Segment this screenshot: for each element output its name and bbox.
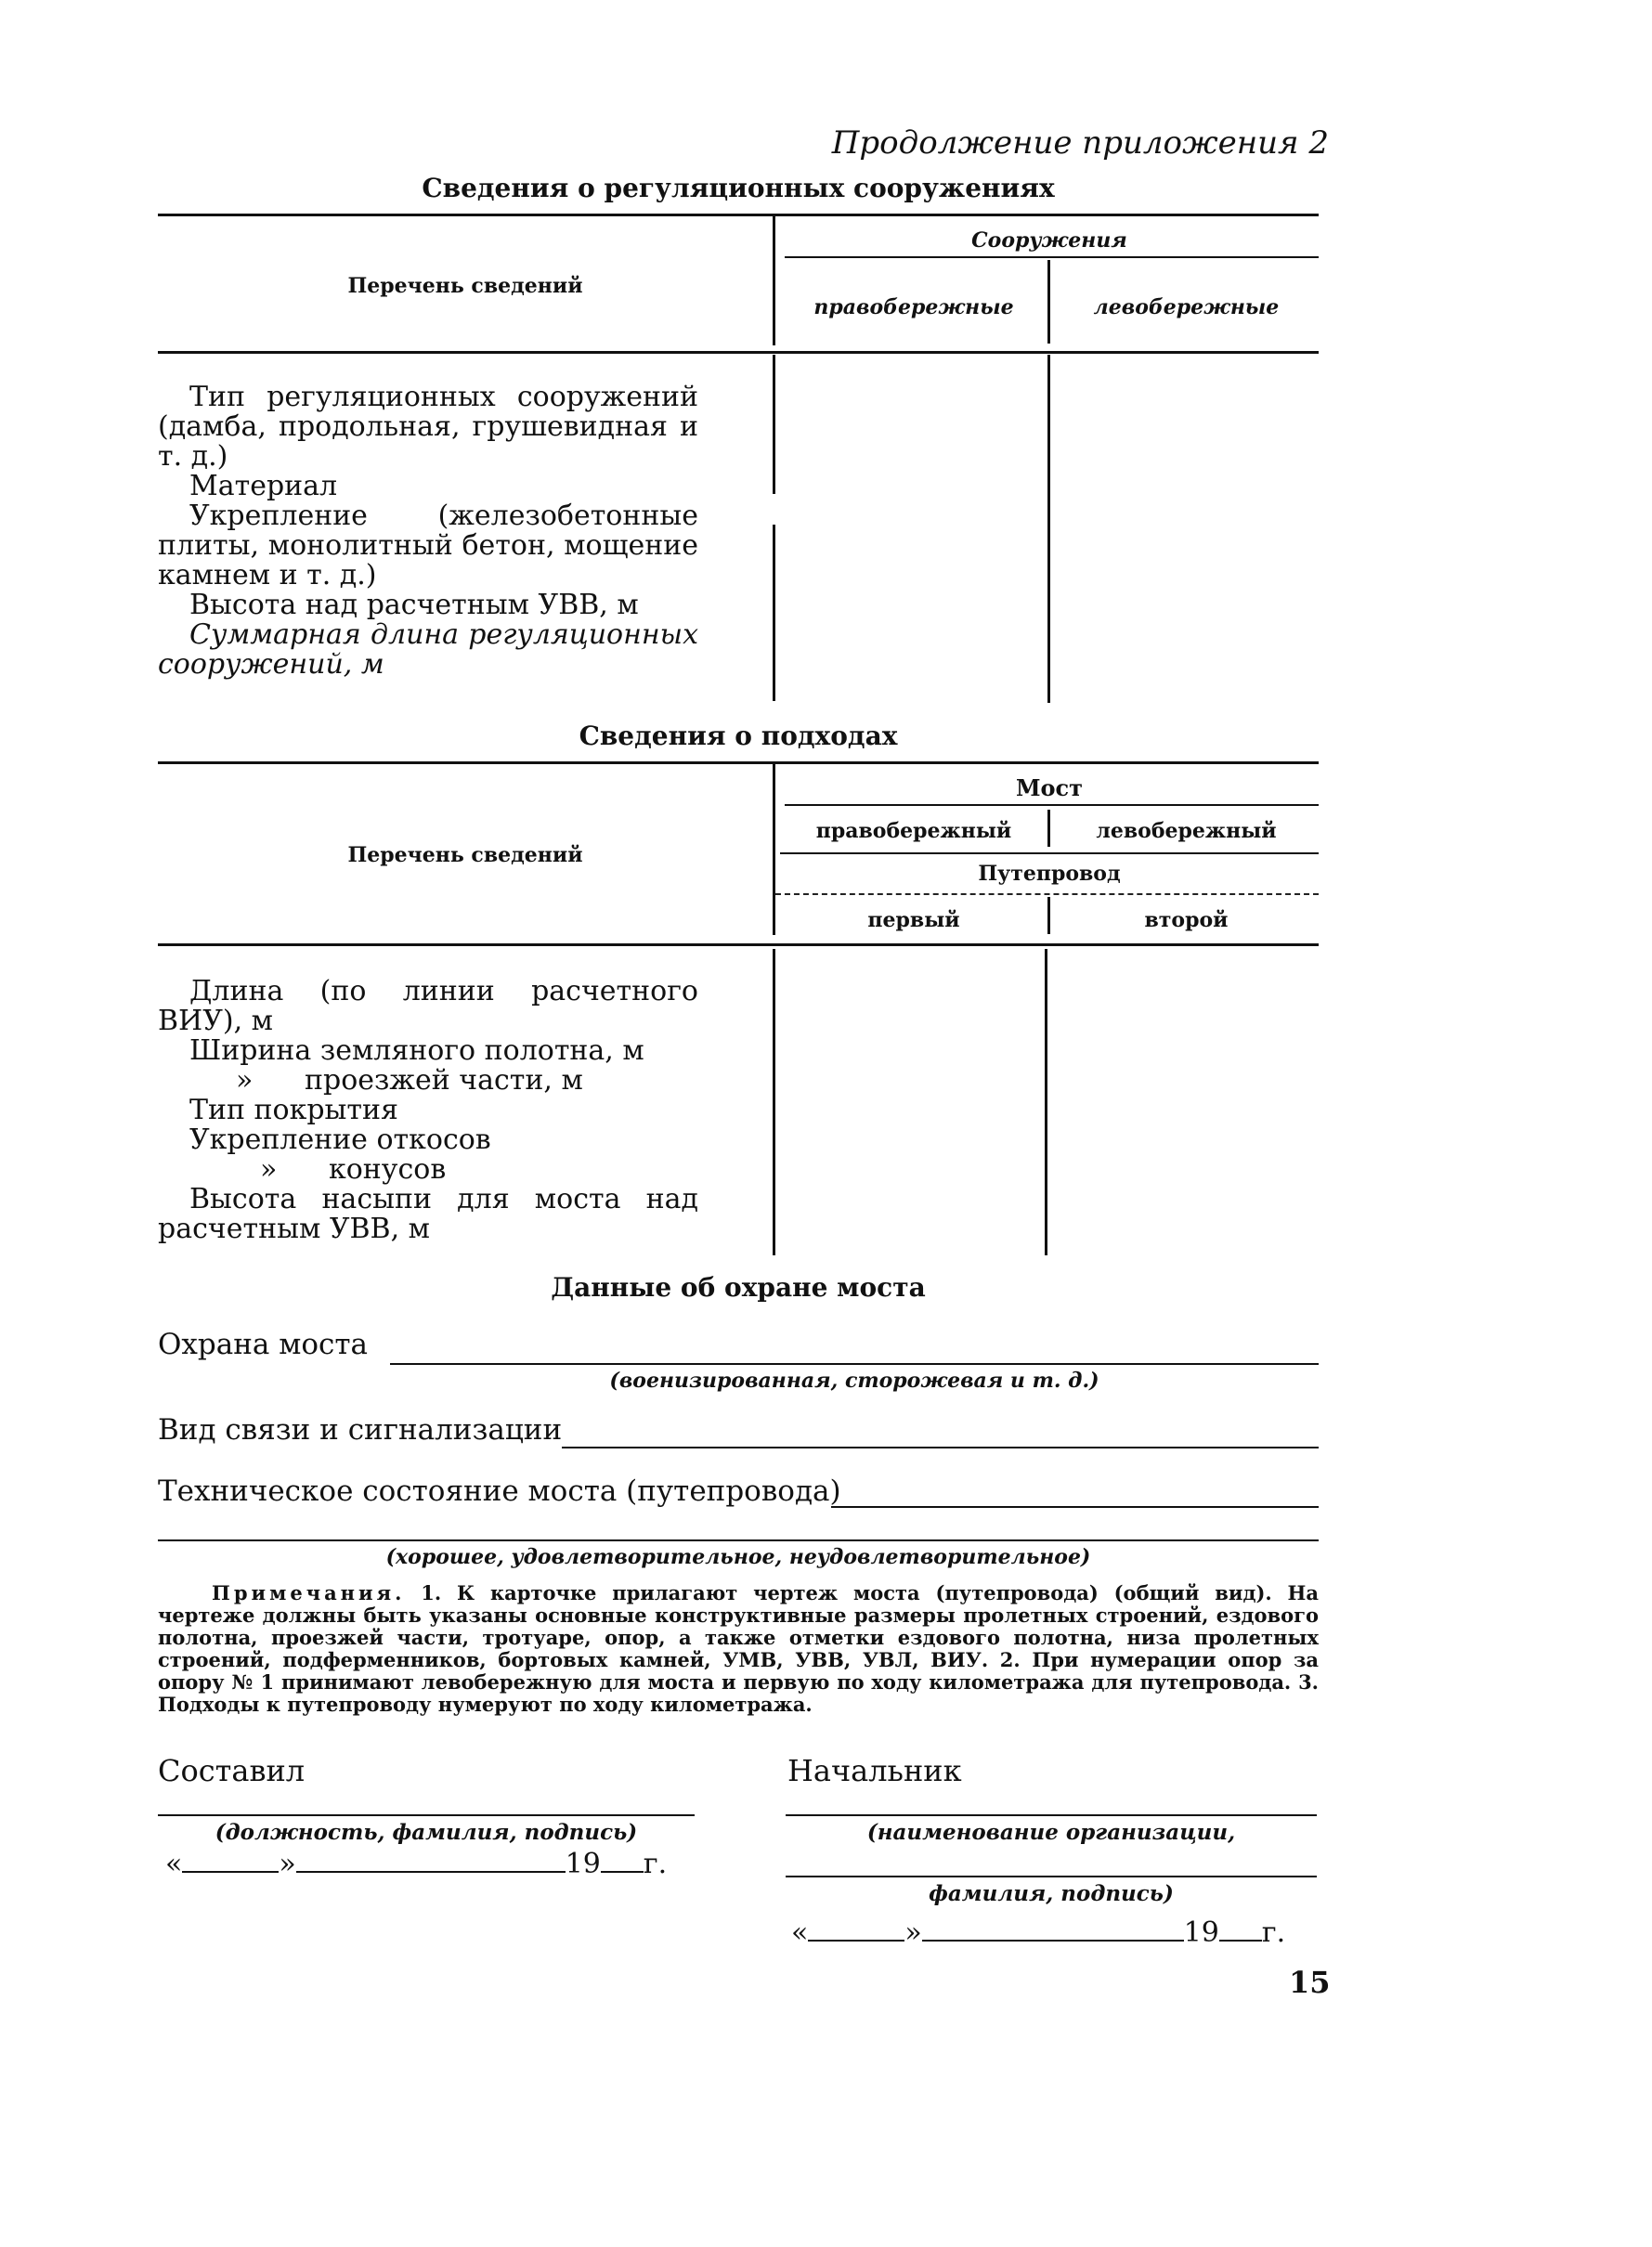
regulation-section-title: Сведения о регуляционных сооружениях xyxy=(422,173,1055,203)
approaches-col-first: первый xyxy=(867,908,960,932)
approaches-overpass-subdivider xyxy=(1047,897,1050,934)
date-year: 19 xyxy=(565,1848,601,1880)
date-quote-open: « xyxy=(165,1848,183,1880)
regulation-header-divider xyxy=(773,215,775,345)
approaches-row-cones xyxy=(158,1155,698,1185)
notes-block xyxy=(158,1582,1319,1716)
approaches-row-length: Длина (по линии расчетного ВИУ), м xyxy=(158,975,698,1037)
date-quote-close: » xyxy=(279,1848,296,1880)
approaches-header-divider xyxy=(773,763,775,935)
approaches-col-bridge: Мост xyxy=(1015,774,1084,801)
approaches-body-divider-b xyxy=(1045,949,1047,1255)
chief-hint-2: фамилия, подпись) xyxy=(929,1881,1174,1906)
tech-label: Техническое состояние моста (путепровода) xyxy=(158,1474,841,1508)
regulation-row-material: Материал xyxy=(189,470,338,502)
ditto-mark: » xyxy=(236,1064,254,1097)
approaches-table-top-rule xyxy=(158,761,1319,764)
approaches-section-title: Сведения о подходах xyxy=(579,721,898,751)
regulation-row-type: Тип регуляционных сооружений (дамба, продольная, грушевидная и т. д.) xyxy=(158,381,698,473)
regulation-body-divider-a xyxy=(773,355,775,494)
approaches-col-left: левобережный xyxy=(1096,819,1277,843)
regulation-header-bottom-rule xyxy=(158,351,1319,354)
approaches-overpass-rule xyxy=(775,893,1319,895)
regulation-body-divider-b xyxy=(1047,355,1050,703)
appendix-continuation-header: Продолжение приложения 2 xyxy=(831,124,1329,162)
regulation-group-rule xyxy=(785,256,1319,258)
approaches-col-overpass: Путепровод xyxy=(978,862,1121,886)
compiled-hint: (должность, фамилия, подпись) xyxy=(215,1820,638,1845)
guard-input-line[interactable] xyxy=(390,1363,1319,1365)
approaches-row-slopes: Укрепление откосов xyxy=(189,1124,491,1156)
comm-input-line[interactable] xyxy=(562,1447,1319,1448)
regulation-row-reinforcement: Укрепление (железобетонные плиты, монолитный бетон, мощение камнем и т. д.) xyxy=(158,500,698,591)
approaches-col-second: второй xyxy=(1144,908,1229,932)
chief-org-line[interactable] xyxy=(786,1814,1317,1816)
guard-hint: (военизированная, сторожевая и т. д.) xyxy=(609,1369,1099,1393)
approaches-bridge-rule xyxy=(785,804,1319,806)
date-year: 19 xyxy=(1183,1916,1219,1949)
regulation-col-group: Сооружения xyxy=(971,228,1127,253)
date-year-suffix: г. xyxy=(643,1848,668,1880)
notes-text: 1. К карточке прилагают чертеж моста (путепровода) (общий вид). На чертеже должны быть указаны основные конструктивные размеры пролетных строений, ездового полотна, проезжей части, тротуаре, опор, а также отметки ездового полотна, низа пролетных строений, подферменников, бортовых камней, УМВ, УВВ, УВЛ, ВИУ. 2. При нумерации опор за опору № 1 принимают левобережную для моста и первую по ходу километража для путепровода. 3. Подходы к путепроводу нумеруют по ходу километража. xyxy=(158,1581,1319,1716)
compiled-date xyxy=(165,1848,667,1880)
chief-hint-1: (наименование организации, xyxy=(866,1820,1236,1845)
ditto-mark: » xyxy=(260,1153,278,1186)
approaches-row-cones-text: конусов xyxy=(329,1153,447,1186)
comm-label: Вид связи и сигнализации xyxy=(158,1413,563,1447)
regulation-body-divider-a2 xyxy=(773,525,775,701)
approaches-row-surface: Тип покрытия xyxy=(189,1094,398,1126)
approaches-row-carriageway-text: проезжей части, м xyxy=(305,1064,583,1097)
approaches-mid-rule xyxy=(780,852,1319,854)
chief-date xyxy=(791,1916,1285,1949)
approaches-row-width: Ширина земляного полотна, м xyxy=(189,1034,644,1067)
approaches-row-embankment: Высота насыпи для моста над расчетным УВВ, м xyxy=(158,1183,698,1245)
regulation-col-list: Перечень сведений xyxy=(347,274,583,298)
tech-input-line-2[interactable] xyxy=(158,1539,1319,1541)
approaches-col-list: Перечень сведений xyxy=(347,843,583,867)
page-number: 15 xyxy=(1289,1965,1331,2000)
approaches-header-bottom-rule xyxy=(158,943,1319,946)
guard-section-title: Данные об охране моста xyxy=(551,1272,926,1303)
compiled-signature-line[interactable] xyxy=(158,1814,695,1816)
chief-label: Начальник xyxy=(787,1753,962,1788)
regulation-row-length: Суммарная длина регуляционных сооружений, м xyxy=(158,618,698,681)
guard-label: Охрана моста xyxy=(158,1328,368,1361)
regulation-col-right: правобережные xyxy=(813,295,1014,319)
approaches-row-carriageway xyxy=(158,1066,698,1096)
chief-signature-line[interactable] xyxy=(786,1876,1317,1877)
date-year-suffix: г. xyxy=(1261,1916,1286,1949)
tech-hint: (хорошее, удовлетворительное, неудовлетворительное) xyxy=(385,1545,1091,1569)
date-quote-open: « xyxy=(791,1916,809,1949)
tech-input-line[interactable] xyxy=(831,1506,1319,1508)
regulation-col-left: левобережные xyxy=(1093,295,1280,319)
date-quote-close: » xyxy=(904,1916,922,1949)
notes-lead: Примечания. xyxy=(212,1581,406,1604)
regulation-subcol-divider xyxy=(1047,260,1050,344)
regulation-table-top-rule xyxy=(158,214,1319,216)
approaches-body-divider-a xyxy=(773,949,775,1255)
compiled-label: Составил xyxy=(158,1753,306,1788)
approaches-bridge-subdivider xyxy=(1047,810,1050,847)
regulation-row-height: Высота над расчетным УВВ, м xyxy=(189,589,639,621)
approaches-col-right: правобережный xyxy=(815,819,1012,843)
